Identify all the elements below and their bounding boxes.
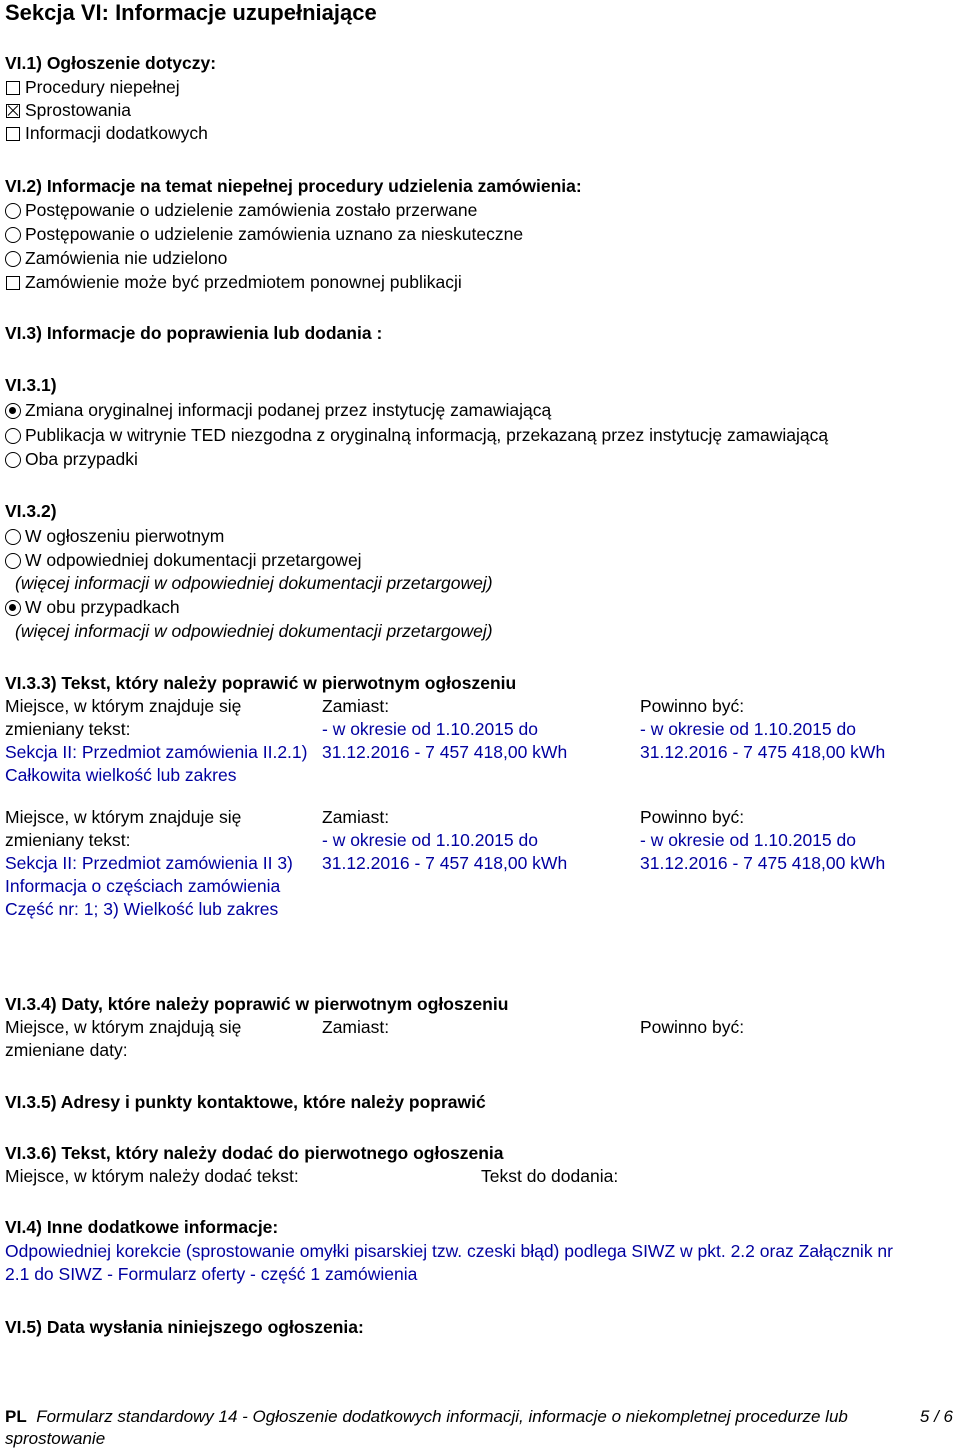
vi33-row1-should: Powinno być: - w okresie od 1.10.2015 do 31.12.2016 - 7 475 418,00 kWh — [640, 696, 886, 762]
vi31-radio-zmiana: Zmiana oryginalnej informacji podanej przez instytucję zamawiającą — [5, 399, 551, 422]
section-title: Sekcja VI: Informacje uzupełniające — [5, 0, 377, 25]
vi33-row2-instead: Zamiast: - w okresie od 1.10.2015 do 31.12.2016 - 7 457 418,00 kWh — [322, 807, 568, 873]
vi2-radio-przerwane: Postępowanie o udzielenie zamówienia zostało przerwane — [5, 199, 477, 222]
vi33-row2-place-label: Miejsce, w którym znajduje się zmieniany tekst: — [5, 807, 242, 850]
vi33-heading: VI.3.3) Tekst, który należy poprawić w pierwotnym ogłoszeniu — [5, 673, 517, 693]
vi1-option-procedury: Procedury niepełnej — [5, 76, 180, 99]
page-footer — [5, 1406, 955, 1450]
vi4-text: Odpowiedniej korekcie (sprostowanie omyłki pisarskiej tzw. czeski błąd) podlega SIWZ w pkt. 2.2 oraz Załącznik nr 2.1 do SIWZ - Formularz oferty - część 1 zamówienia — [5, 1241, 893, 1284]
unchecked-checkbox-icon — [6, 127, 20, 141]
vi1-option-sprostowania: Sprostowania — [5, 99, 131, 122]
vi35-heading: VI.3.5) Adresy i punkty kontaktowe, które należy poprawić — [5, 1092, 486, 1112]
vi32-radio-obu: W obu przypadkach — [5, 596, 180, 619]
vi32-note-1: (więcej informacji w odpowiedniej dokumentacji przetargowej) — [15, 573, 493, 593]
footer-page-number: 5 / 6 — [919, 1407, 953, 1426]
radio-empty-icon — [5, 227, 21, 243]
vi31-heading: VI.3.1) — [5, 375, 57, 395]
vi33-row2-should: Powinno być: - w okresie od 1.10.2015 do 31.12.2016 - 7 475 418,00 kWh — [640, 807, 886, 873]
radio-empty-icon — [5, 203, 21, 219]
vi34-should-label: Powinno być: — [640, 1017, 745, 1037]
vi2-heading: VI.2) Informacje na temat niepełnej procedury udzielenia zamówienia: — [5, 176, 582, 196]
vi36-text-label: Tekst do dodania: — [481, 1166, 619, 1186]
footer-lang: PL — [5, 1407, 27, 1426]
radio-selected-icon — [5, 600, 21, 616]
vi2-checkbox-ponowna-publikacja: Zamówienie może być przedmiotem ponownej publikacji — [5, 271, 462, 294]
unchecked-checkbox-icon — [6, 81, 20, 95]
vi31-radio-ted: Publikacja w witrynie TED niezgodna z oryginalną informacją, przekazaną przez instytucję zamawiającą — [5, 424, 828, 447]
vi5-heading: VI.5) Data wysłania niniejszego ogłoszenia: — [5, 1317, 364, 1337]
footer-form-title: Formularz standardowy 14 - Ogłoszenie dodatkowych informacji, informacje o niekompletnej procedurze lub sprostowanie — [5, 1407, 848, 1448]
vi32-note-2: (więcej informacji w odpowiedniej dokumentacji przetargowej) — [15, 621, 493, 641]
vi3-heading: VI.3) Informacje do poprawienia lub dodania : — [5, 323, 383, 343]
vi32-radio-dokumentacja: W odpowiedniej dokumentacji przetargowej — [5, 549, 362, 572]
vi2-radio-nie-udzielono: Zamówienia nie udzielono — [5, 247, 227, 270]
radio-empty-icon — [5, 553, 21, 569]
vi2-radio-nieskuteczne: Postępowanie o udzielenie zamówienia uznano za nieskuteczne — [5, 223, 523, 246]
vi4-heading: VI.4) Inne dodatkowe informacje: — [5, 1217, 279, 1237]
vi33-row2-place-value: Sekcja II: Przedmiot zamówienia II 3) Informacja o częściach zamówienia Część nr: 1; 3) Wielkość lub zakres — [5, 853, 293, 919]
vi36-heading: VI.3.6) Tekst, który należy dodać do pierwotnego ogłoszenia — [5, 1143, 504, 1163]
radio-empty-icon — [5, 529, 21, 545]
vi36-place-label: Miejsce, w którym należy dodać tekst: — [5, 1166, 299, 1186]
vi33-row1-instead: Zamiast: - w okresie od 1.10.2015 do 31.12.2016 - 7 457 418,00 kWh — [322, 696, 568, 762]
checked-checkbox-icon — [6, 104, 20, 118]
vi34-place-label: Miejsce, w którym znajdują się zmieniane daty: — [5, 1017, 242, 1060]
radio-empty-icon — [5, 452, 21, 468]
vi34-instead-label: Zamiast: — [322, 1017, 390, 1037]
vi1-heading: VI.1) Ogłoszenie dotyczy: — [5, 53, 217, 73]
vi31-radio-oba: Oba przypadki — [5, 448, 138, 471]
radio-empty-icon — [5, 251, 21, 267]
unchecked-checkbox-icon — [6, 276, 20, 290]
vi1-option-informacji: Informacji dodatkowych — [5, 122, 208, 145]
vi32-heading: VI.3.2) — [5, 501, 57, 521]
radio-empty-icon — [5, 428, 21, 444]
vi32-radio-pierwotne: W ogłoszeniu pierwotnym — [5, 525, 224, 548]
vi34-heading: VI.3.4) Daty, które należy poprawić w pierwotnym ogłoszeniu — [5, 994, 509, 1014]
vi33-row1-place-value: Sekcja II: Przedmiot zamówienia II.2.1) Całkowita wielkość lub zakres — [5, 742, 308, 785]
vi33-row1-place-label: Miejsce, w którym znajduje się zmieniany tekst: — [5, 696, 242, 739]
radio-selected-icon — [5, 403, 21, 419]
